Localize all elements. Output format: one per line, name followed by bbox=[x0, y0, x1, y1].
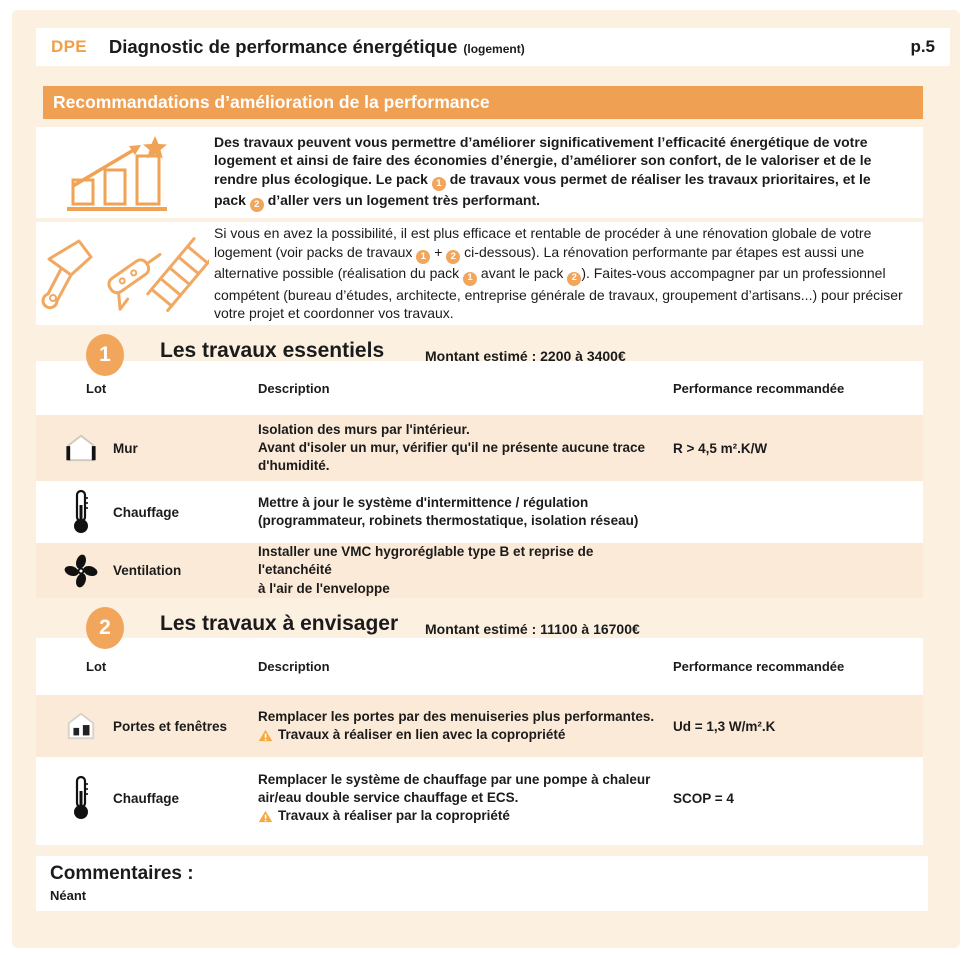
pack-2-badge: 2 bbox=[250, 198, 264, 212]
intro2-text-c: ci-dessous). La rénovation performante par étapes est aussi une alternative possible (réalisation du pack bbox=[214, 243, 865, 282]
row-description bbox=[258, 494, 673, 530]
description-line: Remplacer le système de chauffage par une pompe à chaleur bbox=[258, 771, 651, 787]
intro1-text-c: d’aller vers un logement très performant. bbox=[263, 192, 540, 209]
document-subtitle: (logement) bbox=[463, 42, 525, 56]
lot-label: Chauffage bbox=[113, 504, 180, 520]
column-header-description: Description bbox=[258, 380, 330, 396]
column-header-lot: Lot bbox=[86, 659, 107, 674]
comments-box bbox=[36, 856, 928, 911]
table-row-chauffage bbox=[36, 481, 923, 543]
pack-1-badge: 1 bbox=[416, 250, 430, 264]
description-line: air/eau double service chauffage et ECS. bbox=[258, 789, 519, 805]
essential-works-table bbox=[36, 361, 923, 598]
table-header-row bbox=[36, 638, 923, 695]
pack-2-badge: 2 bbox=[567, 272, 581, 286]
section-1-title: Les travaux essentiels bbox=[160, 339, 385, 362]
warning-line bbox=[258, 726, 663, 744]
page-number: p.5 bbox=[910, 37, 935, 56]
header-bar bbox=[36, 28, 950, 66]
description-line: Mettre à jour le système d'intermittence / régulation bbox=[258, 494, 589, 510]
lot-label: Mur bbox=[113, 440, 138, 456]
description-line: Isolation des murs par l'intérieur. bbox=[258, 421, 470, 437]
wall-house-icon bbox=[48, 432, 113, 464]
description-line: Remplacer les portes par des menuiseries plus performantes. bbox=[258, 708, 655, 724]
column-header-performance: Performance recommandée bbox=[673, 659, 845, 674]
row-description bbox=[258, 543, 673, 598]
intro1-text-a: Des travaux peuvent vous permettre d’améliorer significativement l’efficacité énergétique de votre logement et ainsi de faire des économies d’énergie, d’améliorer son confort, de le valoriser et de le rendre plus écologique. Le pack bbox=[214, 133, 872, 187]
document-title: Diagnostic de performance énergétique bbox=[108, 36, 458, 57]
section-2-number-badge: 2 bbox=[86, 607, 124, 649]
performance-value: R > 4,5 m².K/W bbox=[673, 440, 768, 456]
warning-text: Travaux à réaliser en lien avec la copropriété bbox=[278, 727, 566, 742]
row-description bbox=[258, 421, 673, 476]
intro2-text-d: avant le pack bbox=[477, 265, 568, 282]
warning-text: Travaux à réaliser par la copropriété bbox=[278, 808, 510, 824]
thermometer-icon bbox=[48, 489, 113, 535]
description-line: Installer une VMC hygroréglable type B et reprise de l'etanchéité bbox=[258, 544, 594, 578]
row-description bbox=[258, 708, 673, 744]
section-2-estimate: Montant estimé : 11100 à 16700€ bbox=[425, 621, 640, 637]
intro-block-2 bbox=[36, 222, 923, 325]
description-line: Avant d'isoler un mur, vérifier qu'il ne présente aucune trace d'humidité. bbox=[258, 439, 646, 474]
considered-works-table bbox=[36, 638, 923, 845]
dpe-brand-label: DPE bbox=[51, 37, 87, 56]
intro-paragraph-2 bbox=[214, 224, 923, 322]
performance-value: Ud = 1,3 W/m².K bbox=[673, 718, 776, 734]
intro1-text-b: de travaux vous permet de réaliser les travaux prioritaires, et le pack bbox=[214, 170, 871, 209]
column-header-description: Description bbox=[258, 659, 330, 674]
bar-chart-star-icon bbox=[36, 134, 214, 212]
pack-2-badge: 2 bbox=[446, 250, 460, 264]
intro2-text-e: ). Faites-vous accompagner par un professionnel compétent (bureau d’études, architecte, entreprise générale de travaux, groupement d’artisans...) pour préciser votre projet et coordonner vos travaux. bbox=[214, 265, 903, 322]
description-line: (programmateur, robinets thermostatique, isolation réseau) bbox=[258, 513, 639, 528]
warning-icon bbox=[258, 729, 273, 742]
intro2-text-b: + bbox=[430, 243, 447, 260]
warning-line bbox=[258, 807, 663, 825]
table-row-portes-fenetres bbox=[36, 695, 923, 757]
lot-label: Chauffage bbox=[113, 790, 180, 806]
section-2-title: Les travaux à envisager bbox=[160, 612, 399, 635]
table-row-ventilation bbox=[36, 543, 923, 598]
row-description bbox=[258, 771, 673, 826]
comments-body: Néant bbox=[50, 888, 87, 903]
section-banner: Recommandations d’amélioration de la performance bbox=[43, 86, 923, 119]
section-1-number-badge: 1 bbox=[86, 334, 124, 376]
section-1-estimate: Montant estimé : 2200 à 3400€ bbox=[425, 348, 626, 364]
table-row-chauffage bbox=[36, 757, 923, 839]
lot-label: Portes et fenêtres bbox=[113, 718, 228, 734]
intro-block-1 bbox=[36, 127, 923, 218]
warning-icon bbox=[258, 810, 273, 823]
intro-paragraph-1 bbox=[214, 133, 923, 213]
renovation-tools-icon bbox=[36, 231, 214, 317]
table-header-row bbox=[36, 361, 923, 415]
pack-1-badge: 1 bbox=[463, 272, 477, 286]
lot-label: Ventilation bbox=[113, 563, 182, 578]
column-header-performance: Performance recommandée bbox=[673, 380, 845, 396]
comments-title: Commentaires : bbox=[50, 863, 194, 884]
thermometer-icon bbox=[48, 775, 113, 821]
column-header-lot: Lot bbox=[86, 380, 107, 396]
door-window-house-icon bbox=[48, 710, 113, 742]
pack-1-badge: 1 bbox=[432, 177, 446, 191]
intro2-text-a: Si vous en avez la possibilité, il est plus efficace et rentable de procéder à une rénovation globale de votre logement (voir packs de travaux bbox=[214, 225, 872, 260]
table-row-mur bbox=[36, 415, 923, 481]
description-line: à l'air de l'enveloppe bbox=[258, 580, 390, 596]
performance-value: SCOP = 4 bbox=[673, 790, 734, 806]
fan-icon bbox=[48, 554, 113, 588]
